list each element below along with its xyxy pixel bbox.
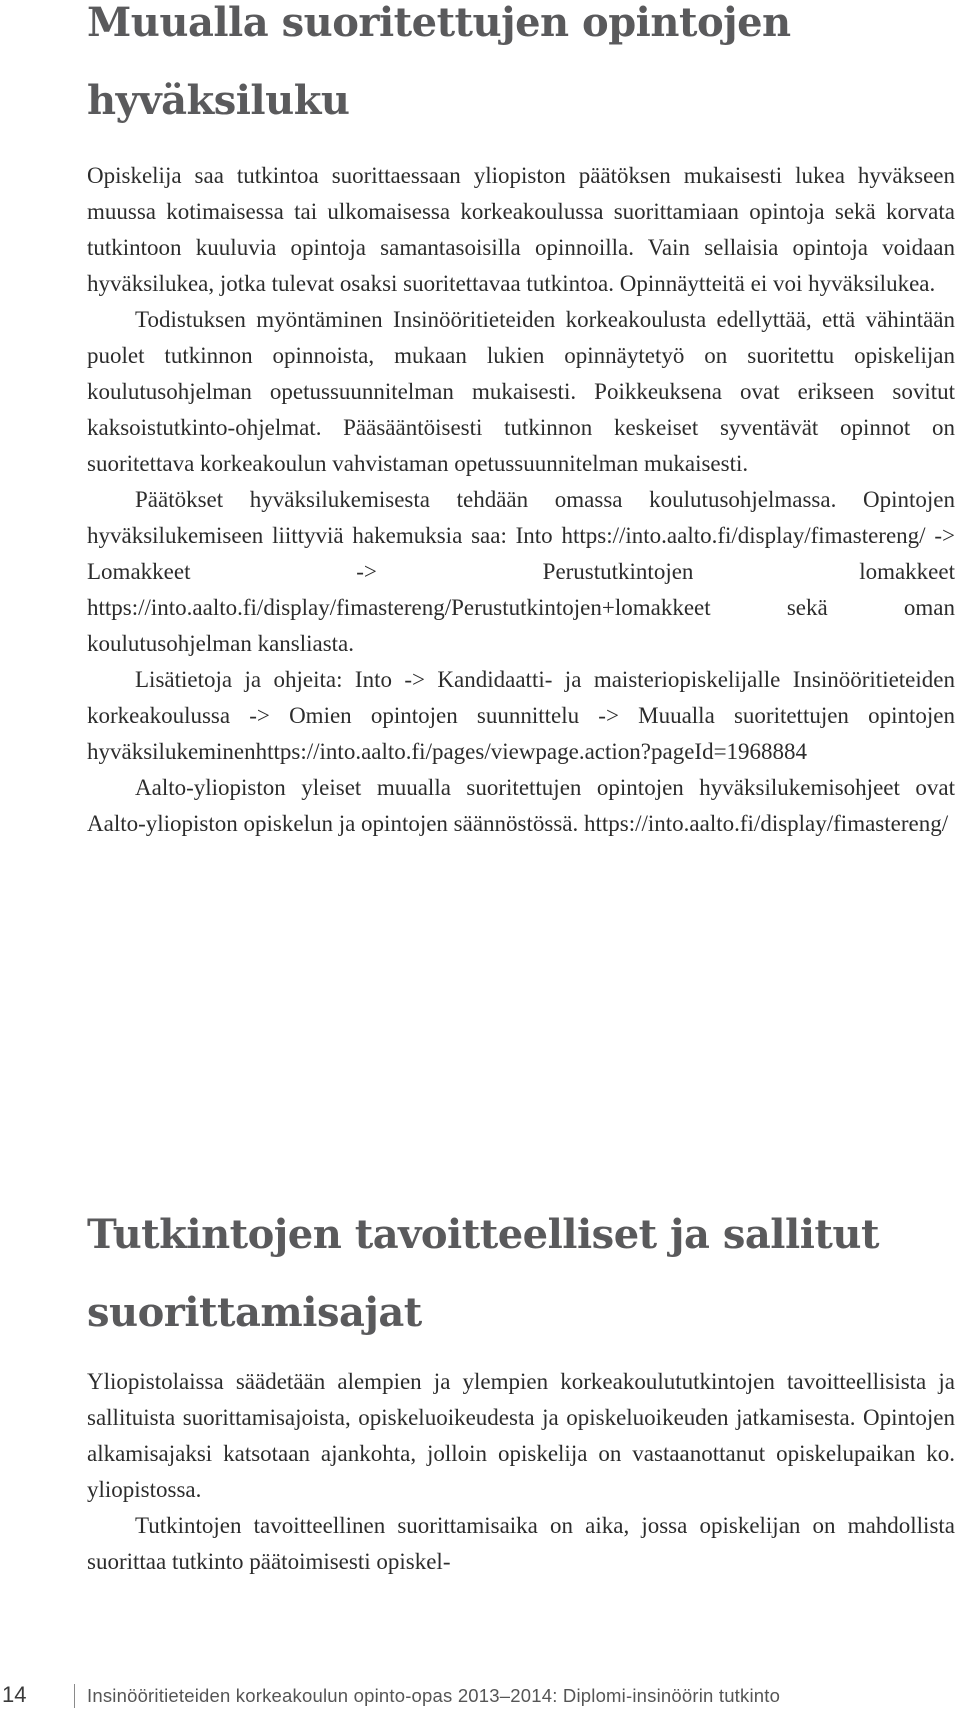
- section-body-completion-times: [87, 1364, 955, 1580]
- publication-title: Insinööritieteiden korkeakoulun opinto-opas 2013–2014: Diplomi-insinöörin tutkinto: [87, 1685, 781, 1706]
- paragraph: Yliopistolaissa säädetään alempien ja ylempien korkeakoulututkintojen tavoitteellisista ja sallituista suorittamisajoista, opiskeluoikeudesta ja opiskeluoikeuden jatkamisesta. Opintojen alkamisajaksi katsotaan ajankohta, jolloin opiskelija on vastaanottanut opiskelupaikan ko. yliopistossa.: [87, 1369, 955, 1502]
- section-heading-transfer-credits: Muualla suoritettujen opintojen hyväksiluku: [87, 0, 791, 124]
- page-number: 14: [2, 1682, 27, 1707]
- paragraph: Lisätietoja ja ohjeita: Into -> Kandidaatti- ja maisteriopiskelijalle Insinööritieteiden korkeakoulussa -> Omien opintojen suunnittelu -> Muualla suoritettujen opintojen hyväksilukeminenhttps://into.aalto.fi/pages/viewpage.action?pageId=1968884: [87, 667, 955, 764]
- paragraph: Opiskelija saa tutkintoa suorittaessaan yliopiston päätöksen mukaisesti lukea hyväkseen muussa kotimaisessa tai ulkomaisessa korkeakoulussa suorittamiaan opintoja sekä korvata tutkintoon kuuluvia opintoja samantasoisilla opinnoilla. Vain sellaisia opintoja voidaan hyväksilukea, jotka tulevat osaksi suoritettavaa tutkintoa. Opinnäytteitä ei voi hyväksilukea.: [87, 163, 955, 296]
- paragraph: Päätökset hyväksilukemisesta tehdään omassa koulutusohjelmassa. Opintojen hyväksilukemiseen liittyviä hakemuksia saa: Into https://into.aalto.fi/display/fimastereng/ -> Lomakkeet -> Perustutkintojen lomakkeet https://into.aalto.fi/display/fimastereng/Perustutkintojen+lomakkeet sekä oman koulutusohjelman kansliasta.: [87, 487, 955, 656]
- paragraph: Todistuksen myöntäminen Insinööritieteiden korkeakoulusta edellyttää, että vähintään puolet tutkinnon opinnoista, mukaan lukien opinnäytetyö on suoritettu opiskelijan koulutusohjelman opetussuunnitelman mukaisesti. Poikkeuksena ovat erikseen sovitut kaksoistutkinto-ohjelmat. Pääsääntöisesti tutkinnon keskeiset syventävät opinnot on suoritettava korkeakoulun vahvistaman opetussuunnitelman mukaisesti.: [87, 307, 955, 476]
- section-heading-completion-times: Tutkintojen tavoitteelliset ja sallitut suorittamisajat: [87, 1211, 879, 1336]
- paragraph: Aalto-yliopiston yleiset muualla suoritettujen opintojen hyväksilukemisohjeet ovat Aalto-yliopiston opiskelun ja opintojen säännöstössä. https://into.aalto.fi/display/fimastereng/: [87, 775, 955, 836]
- footer-divider: [74, 1684, 75, 1708]
- page-footer: [0, 1682, 960, 1708]
- paragraph: Tutkintojen tavoitteellinen suorittamisaika on aika, jossa opiskelijan on mahdollista suorittaa tutkinto päätoimisesti opiskel-: [87, 1513, 955, 1574]
- section-body-transfer-credits: [87, 158, 955, 842]
